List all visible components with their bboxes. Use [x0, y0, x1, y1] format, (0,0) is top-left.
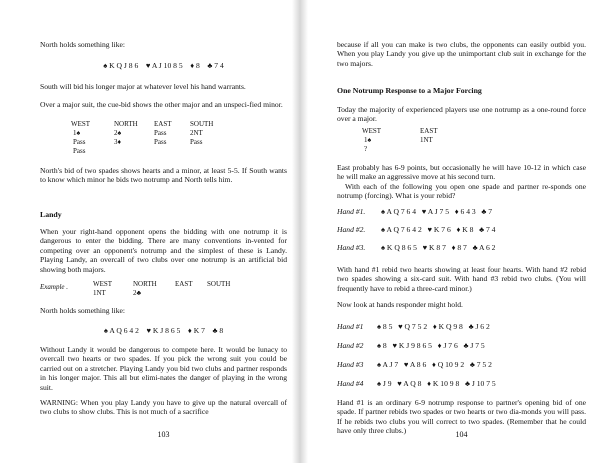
paragraph: With each of the following you open one spade and partner re-sponds one notrump (forcing). What is your rebid? — [337, 182, 586, 201]
diamonds-holding: ♦ K 7 — [187, 326, 205, 335]
hearts-holding: ♥ K 7 6 — [427, 225, 451, 234]
hand-label: Hand #1 — [337, 322, 364, 331]
diamonds-holding: ♦ Q 10 9 2 — [432, 360, 465, 369]
clubs-holding: ♣ 7 — [481, 207, 493, 216]
paragraph: WARNING: When you play Landy you have to give up the natural overcall of two clubs to show clubs. This is not much of a sacrifice — [40, 398, 287, 417]
auction-header: SOUTH — [207, 280, 231, 288]
page-104 — [300, 0, 586, 463]
spades-holding: ♠ J 9 — [377, 379, 392, 388]
paragraph: because if all you can make is two clubs, the opponents can easily outbid you. When you play Landy you give up the unimportant club suit in exchange for the two majors. — [337, 40, 586, 68]
auction-header: WEST — [362, 127, 382, 135]
hand-diagram — [40, 326, 287, 335]
auction-header: WEST — [71, 120, 91, 128]
auction-bid: 1NT — [420, 136, 433, 144]
paragraph: North holds something like: — [40, 40, 126, 49]
spades-holding: ♠ 8 — [377, 341, 387, 350]
hearts-holding: ♥ A Q 8 — [397, 379, 422, 388]
hand-label: Hand #2. — [337, 225, 366, 234]
paragraph: When your right-hand opponent opens the bidding with one notrump it is dangerous to enter the bidding. There are many conventions in-vented for competing over an opponent's notrump and the simplest of these is Landy. Playing Landy, an overcall of two clubs over one notrump is an artificial bid showing both majors. — [40, 227, 287, 274]
hearts-holding: ♥ A J 10 8 5 — [145, 61, 183, 70]
example-label: Example . — [40, 283, 68, 291]
hearts-holding: ♥ K 8 7 — [422, 243, 446, 252]
hearts-holding: ♥ Q 7 5 2 — [398, 322, 428, 331]
hand-label: Hand #3. — [337, 243, 366, 252]
hand-row — [337, 207, 493, 216]
auction-bid: ? — [364, 145, 368, 153]
clubs-holding: ♣ 7 5 2 — [469, 360, 492, 369]
hand-label: Hand #4 — [337, 379, 364, 388]
auction-bid: 2NT — [190, 129, 203, 137]
clubs-holding: ♣ 8 — [212, 326, 224, 335]
section-heading: Landy — [40, 210, 62, 219]
spades-holding: ♠ A Q 6 4 2 — [103, 326, 139, 335]
hand-row — [337, 322, 490, 331]
hearts-holding: ♥ A J 7 5 — [421, 207, 450, 216]
auction-bid: Pass — [154, 138, 167, 146]
page-number: 103 — [157, 430, 170, 439]
hand-row — [337, 225, 496, 234]
spades-holding: ♠ 8 5 — [377, 322, 393, 331]
clubs-holding: ♣ 7 4 — [479, 225, 496, 234]
auction-bid: Pass — [73, 138, 86, 146]
hearts-holding: ♥ K J 8 6 5 — [146, 326, 181, 335]
hand-row — [337, 341, 485, 350]
hand-diagram — [40, 61, 287, 70]
hand-label: Hand #1. — [337, 207, 366, 216]
paragraph: Without Landy it would be dangerous to compete here. It would be lunacy to overcall two hearts or two spades. If you pick the wrong suit you could be carried out on a stretcher. Playing Landy you bid two clubs and partner responds in his longer major. This all but elimi-nates the danger of playing in the wrong suit. — [40, 345, 287, 392]
paragraph: Today the majority of experienced players use one notrump as a one-round force over a major. — [337, 105, 586, 124]
diamonds-holding: ♦ 6 4 3 — [454, 207, 476, 216]
spades-holding: ♠ A Q 7 6 4 2 — [381, 225, 422, 234]
hearts-holding: ♥ K J 9 8 6 5 — [392, 341, 432, 350]
auction-bid: Pass — [190, 138, 203, 146]
auction-header: EAST — [154, 120, 172, 128]
auction-header: WEST — [93, 280, 113, 288]
auction-header: EAST — [420, 127, 438, 135]
auction-bid: Pass — [154, 129, 167, 137]
spades-holding: ♠ K Q J 8 6 — [103, 61, 139, 70]
clubs-holding: ♣ A 6 2 — [472, 243, 496, 252]
paragraph: Now look at hands responder might hold. — [337, 300, 463, 309]
spades-holding: ♠ K Q 8 6 5 — [381, 243, 417, 252]
page-number: 104 — [455, 430, 468, 439]
section-heading: One Notrump Response to a Major Forcing — [337, 86, 482, 95]
auction-bid: 1NT — [93, 289, 106, 297]
spades-holding: ♠ A J 7 — [377, 360, 399, 369]
paragraph: East probably has 6-9 points, but occasionally he will have 10-12 in which case he will make an aggressive move at his second turn. — [337, 163, 586, 182]
auction-header: NORTH — [114, 120, 138, 128]
hand-label: Hand #2 — [337, 341, 364, 350]
clubs-holding: ♣ J 6 2 — [468, 322, 490, 331]
diamonds-holding: ♦ 8 7 — [451, 243, 467, 252]
hand-row — [337, 360, 492, 369]
auction-bid: 1♠ — [73, 129, 81, 137]
hearts-holding: ♥ A 8 6 — [403, 360, 427, 369]
spades-holding: ♠ A Q 7 6 4 — [381, 207, 417, 216]
auction-header: SOUTH — [190, 120, 214, 128]
auction-header: NORTH — [133, 280, 157, 288]
clubs-holding: ♣ J 7 5 — [463, 341, 485, 350]
diamonds-holding: ♦ K 10 9 8 — [427, 379, 460, 388]
auction-bid: Pass — [73, 147, 86, 155]
page-103 — [0, 0, 286, 463]
paragraph: North holds something like: — [40, 306, 126, 315]
auction-bid: 2♠ — [114, 129, 122, 137]
clubs-holding: ♣ J 10 7 5 — [464, 379, 496, 388]
paragraph: North's bid of two spades shows hearts and a minor, at least 5-5. If South wants to know which minor he bids two notrump and North tells him. — [40, 166, 287, 185]
hand-row — [337, 379, 496, 388]
paragraph: Hand #1 is an ordinary 6-9 notrump response to partner's opening bid of one spade. If partner rebids two spades or two hearts or two dia-monds you will pass. If he rebids two clubs you will correct to two spades. (Remember that he could have only three clubs.) — [337, 398, 586, 436]
diamonds-holding: ♦ K Q 9 8 — [432, 322, 463, 331]
hand-row — [337, 243, 496, 252]
diamonds-holding: ♦ K 8 — [456, 225, 474, 234]
auction-bid: 1♠ — [364, 136, 372, 144]
auction-header: EAST — [175, 280, 193, 288]
paragraph: Over a major suit, the cue-bid shows the other major and an unspeci-fied minor. — [40, 100, 283, 109]
paragraph: South will bid his longer major at whatever level his hand warrants. — [40, 82, 246, 91]
auction-bid: 2♣ — [133, 289, 142, 297]
auction-bid: 3♦ — [114, 138, 122, 146]
hand-label: Hand #3 — [337, 360, 364, 369]
paragraph: With hand #1 rebid two hearts showing at least four hearts. With hand #2 rebid two spades showing a six-card suit. With hand #3 rebid two clubs. (You will frequently have to rebid a three-card minor.) — [337, 265, 586, 293]
diamonds-holding: ♦ 8 — [190, 61, 200, 70]
clubs-holding: ♣ 7 4 — [207, 61, 224, 70]
diamonds-holding: ♦ J 7 6 — [437, 341, 458, 350]
